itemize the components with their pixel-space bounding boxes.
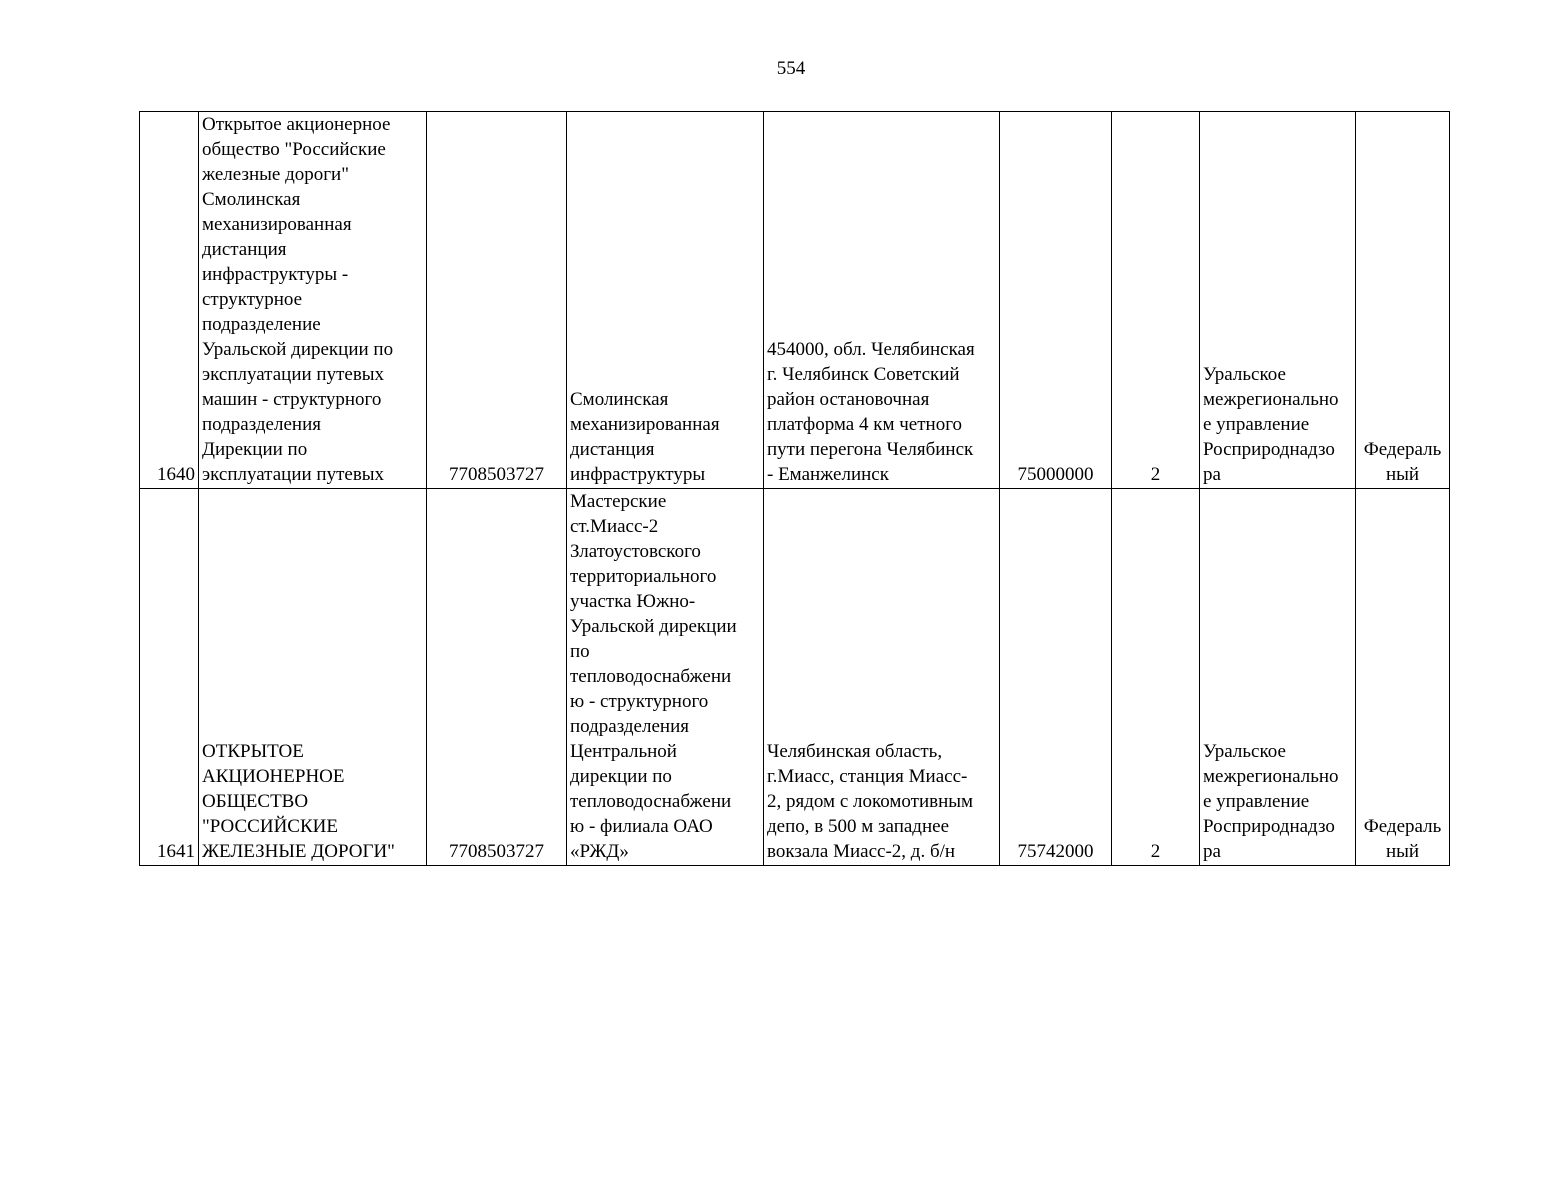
authority-cell: Уральское межрегионально е управление Росприроднадзо ра <box>1200 489 1356 866</box>
registry-table <box>139 111 1450 866</box>
category-cell: 2 <box>1112 489 1200 866</box>
inn-cell: 7708503727 <box>427 112 567 489</box>
organization-cell: ОТКРЫТОЕ АКЦИОНЕРНОЕ ОБЩЕСТВО "РОССИЙСКИЕ ЖЕЛЕЗНЫЕ ДОРОГИ" <box>199 489 427 866</box>
page-number: 554 <box>776 58 806 79</box>
category-cell: 2 <box>1112 112 1200 489</box>
authority-cell: Уральское межрегионально е управление Росприроднадзо ра <box>1200 112 1356 489</box>
address-cell: 454000, обл. Челябинская г. Челябинск Советский район остановочная платформа 4 км четного пути перегона Челябинск - Еманжелинск <box>764 112 1000 489</box>
object-cell: Мастерские ст.Миасс-2 Златоустовского территориального участка Южно- Уральской дирекции по тепловодоснабжени ю - структурного подразделения Центральной дирекции по тепловодоснабжени ю - филиала ОАО «РЖД» <box>567 489 764 866</box>
row-number-cell: 1640 <box>140 112 199 489</box>
table-row <box>140 112 1450 489</box>
oktmo-cell: 75742000 <box>1000 489 1112 866</box>
organization-cell: Открытое акционерное общество "Российские железные дороги" Смолинская механизированная дистанция инфраструктуры - структурное подразделение Уральской дирекции по эксплуатации путевых машин - структурного подразделения Дирекции по эксплуатации путевых <box>199 112 427 489</box>
level-cell: Федераль ный <box>1356 112 1450 489</box>
oktmo-cell: 75000000 <box>1000 112 1112 489</box>
row-number-cell: 1641 <box>140 489 199 866</box>
address-cell: Челябинская область, г.Миасс, станция Миасс- 2, рядом с локомотивным депо, в 500 м западнее вокзала Миасс-2, д. б/н <box>764 489 1000 866</box>
inn-cell: 7708503727 <box>427 489 567 866</box>
object-cell: Смолинская механизированная дистанция инфраструктуры <box>567 112 764 489</box>
level-cell: Федераль ный <box>1356 489 1450 866</box>
table-row <box>140 489 1450 866</box>
